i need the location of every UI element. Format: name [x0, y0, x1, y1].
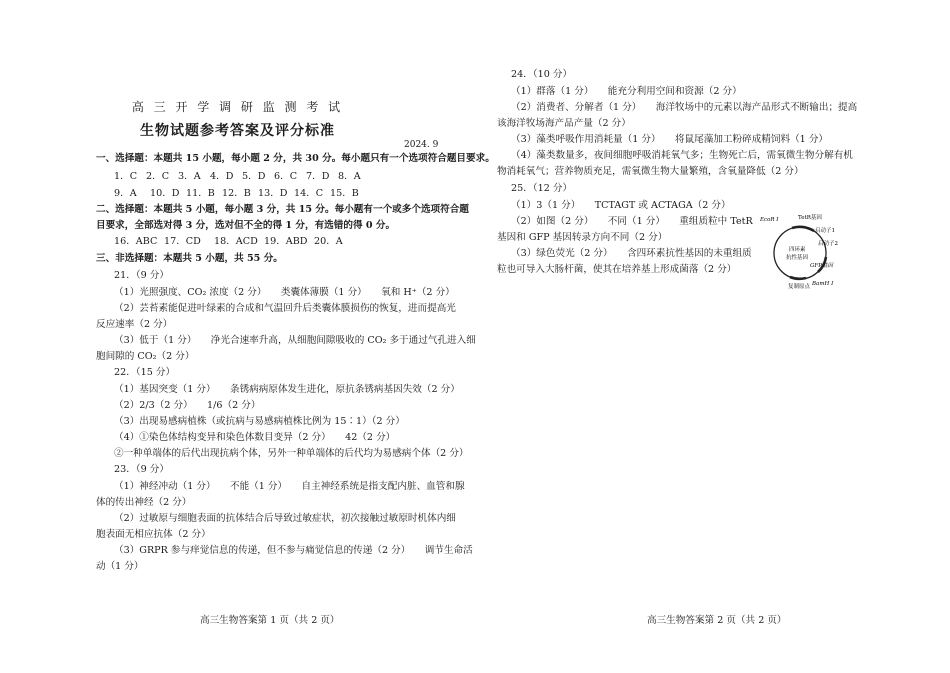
answer-18: 18．ACD [214, 236, 258, 247]
answer-14: 14．C [294, 188, 324, 199]
date: 2024. 9 [404, 140, 439, 150]
q23-answer-2-cont: 胞表面无相应抗体（2 分） [96, 529, 211, 540]
q21-header: 21．（9 分） [114, 270, 169, 281]
q25-answer-2-cont: 基因和 GFP 基因转录方向不同（2 分） [497, 232, 668, 243]
answer-key-title: 生物试题参考答案及评分标准 [140, 123, 335, 139]
q22-answer-2: （2）2/3（2 分） 1/6（2 分） [114, 400, 261, 411]
q24-answer-2: （2）消费者、分解者（1 分） 海洋牧场中的元素以海产品形式不断输出；提高 [511, 102, 858, 113]
q24-header: 24．（10 分） [511, 69, 573, 80]
q22-answer-3: （3）出现易感病植株（或抗病与易感病植株比例为 15∶1）（2 分） [114, 416, 405, 427]
ori-arc [790, 277, 806, 279]
q22-header: 22．（15 分） [114, 367, 176, 378]
answer-5: 5．D [242, 171, 266, 182]
q22-answer-4: （4）①染色体结构变异和染色体数目变异（2 分） 42（2 分） [114, 432, 396, 443]
answer-8: 8．A [338, 171, 361, 182]
q21-answer-3-cont: 胞间隙的 CO₂（2 分） [96, 351, 195, 362]
ori-label: 复制原点 [788, 284, 811, 290]
answer-1: 1．C [114, 171, 138, 182]
q21-answer-2-cont: 反应速率（2 分） [96, 319, 173, 330]
q25-answer-3-cont: 粒也可导入大肠杆菌，使其在培养基上形成菌落（2 分） [497, 264, 737, 275]
q24-answer-1: （1）群落（1 分） 能充分利用空间和资源（2 分） [511, 86, 742, 97]
answer-20: 20．A [314, 236, 343, 247]
q25-answer-3: （3）绿色荧光（2 分） 含四环素抗性基因的未重组质 [511, 248, 752, 259]
q23-header: 23．（9 分） [114, 464, 169, 475]
q24-answer-4-cont: 物消耗氧气；营养物质充足，需氧微生物大量繁殖，含氧量降低（2 分） [497, 166, 804, 177]
answer-12: 12．B [222, 188, 251, 199]
answers-row1 [114, 170, 370, 184]
promoter1-label: 启动子1 [815, 228, 835, 234]
answer-13: 13．D [258, 188, 288, 199]
q21-answer-1: （1）光照强度、CO₂ 浓度（2 分） 类囊体薄膜（1 分） 氧和 H⁺（2 分） [114, 287, 455, 298]
section1-header: 一、选择题：本题共 15 小题，每小题 2 分，共 30 分。每小题只有一个选项符合题目要求。 [96, 153, 495, 164]
q24-answer-2-cont: 该海洋牧场海产品产量（2 分） [497, 118, 631, 129]
q21-answer-3: （3）低于（1 分） 净光合速率升高，从细胞间隙吸收的 CO₂ 多于通过气孔进入细 [114, 335, 476, 346]
answer-17: 17．CD [164, 236, 201, 247]
section2-header-cont: 目要求，全部选对得 3 分，选对但不全的得 1 分，有选错的得 0 分。 [96, 220, 396, 231]
answer-9: 9．A [114, 188, 137, 199]
section3-header: 三、非选择题：本题共 5 小题，共 55 分。 [96, 253, 283, 264]
plasmid-diagram [760, 205, 842, 295]
answers-row2 [114, 187, 366, 201]
q21-answer-2: （2）芸苔素能促进叶绿素的合成和气温回升后类囊体膜损伤的恢复，进而提高光 [114, 303, 456, 314]
page1-footer: 高三生物答案第 1 页（共 2 页） [200, 615, 340, 626]
q25-answer-1: （1）3（1 分） TCTAGT 或 ACTAGA（2 分） [511, 200, 731, 211]
answer-2: 2．C [146, 171, 170, 182]
answer-7: 7．D [306, 171, 330, 182]
q24-answer-4: （4）藻类数量多，夜间细胞呼吸消耗氧气多；生物死亡后，需氧微生物分解有机 [511, 150, 853, 161]
center-label-2: 抗性基因 [786, 255, 809, 261]
promoter2-label: 启动子2 [818, 241, 838, 247]
tetr-label: TetR基因 [798, 215, 822, 221]
ecori-label: EcoR Ⅰ [760, 217, 779, 223]
answer-4: 4．D [210, 171, 234, 182]
q25-header: 25．（12 分） [511, 183, 573, 194]
answer-19: 19．ABD [264, 236, 308, 247]
center-label: 四环素 [789, 247, 806, 253]
section2-header: 二、选择题：本题共 5 小题，每小题 3 分，共 15 分。每小题有一个或多个选项符合题 [96, 204, 469, 215]
answer-16: 16．ABC [114, 236, 158, 247]
q25-answer-2: （2）如图（2 分） 不同（1 分） 重组质粒中 TetR [511, 216, 753, 227]
q24-answer-3: （3）藻类呼吸作用消耗量（1 分） 将鼠尾藻加工粉碎成精饲料（1 分） [511, 134, 829, 145]
q23-answer-2: （2）过敏原与细胞表面的抗体结合后导致过敏症状，初次接触过敏原时机体内细 [114, 513, 456, 524]
gfp-label: GFP基因 [810, 263, 833, 269]
answer-3: 3．A [178, 171, 201, 182]
q22-answer-1: （1）基因突变（1 分） 条锈病病原体发生进化，原抗条锈病基因失效（2 分） [114, 384, 460, 395]
q23-answer-1-cont: 体的传出神经（2 分） [96, 497, 192, 508]
answer-15: 15．B [330, 188, 359, 199]
page2-footer: 高三生物答案第 2 页（共 2 页） [647, 615, 787, 626]
tetr-gene-arc [792, 227, 814, 231]
bamhi-label: BamH Ⅰ [812, 281, 834, 287]
exam-title: 高 三 开 学 调 研 监 测 考 试 [131, 100, 344, 114]
answers-row3 [114, 235, 364, 249]
q23-answer-1: （1）神经冲动（1 分） 不能（1 分） 自主神经系统是指支配内脏、血管和腺 [114, 481, 465, 492]
answer-10: 10．D [150, 188, 180, 199]
answer-11: 11．B [186, 188, 215, 199]
q22-answer-5: ②一种单端体的后代出现抗病个体，另外一种单端体的后代均为易感病个体（2 分） [114, 448, 469, 459]
q23-answer-3: （3）GRPR 参与痒觉信息的传递，但不参与痛觉信息的传递（2 分） 调节生命活 [114, 545, 473, 556]
answer-6: 6．C [274, 171, 298, 182]
right-page [475, 0, 950, 673]
q23-answer-3-cont: 动（1 分） [96, 561, 144, 572]
